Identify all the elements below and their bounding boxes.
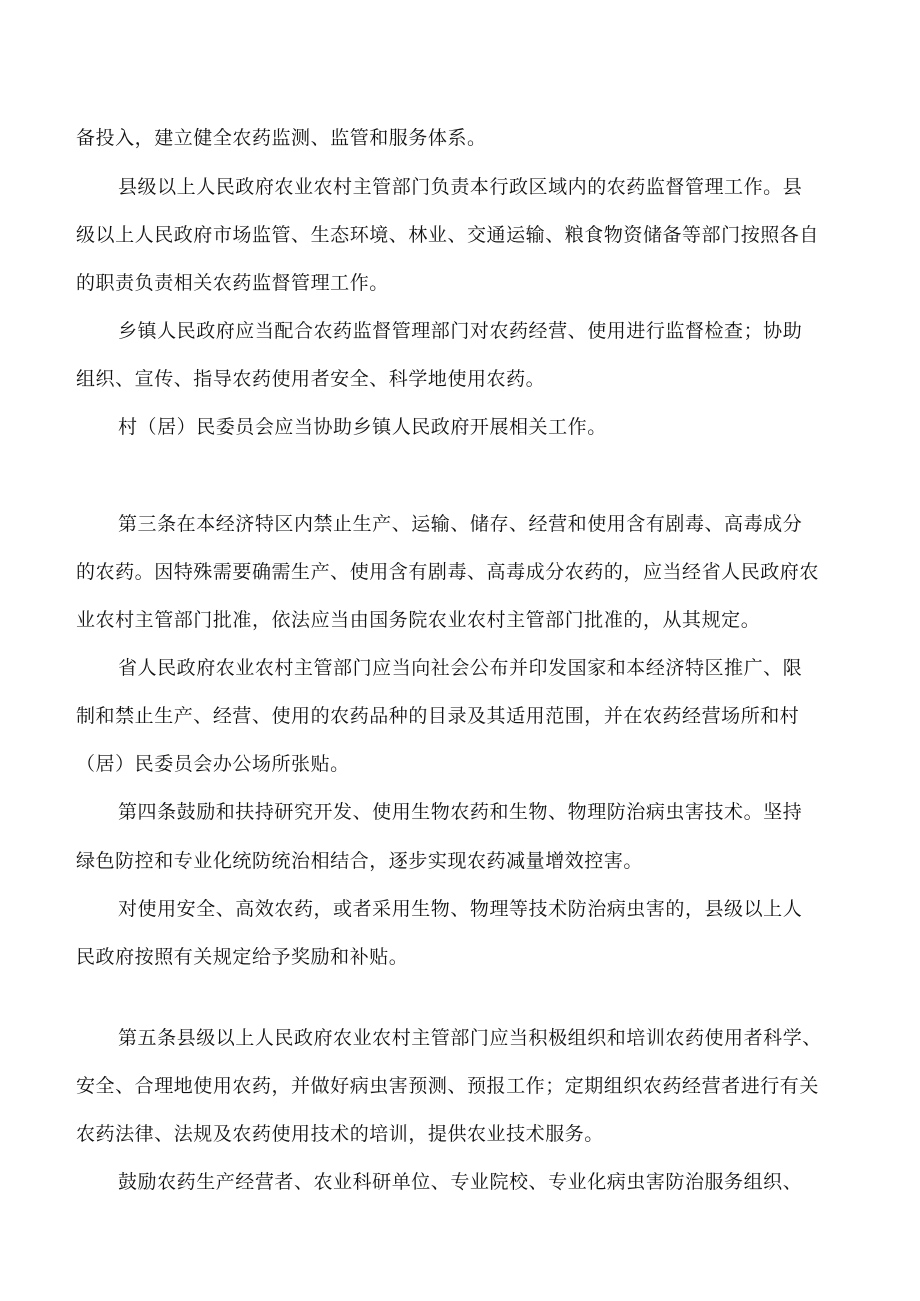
text-line: 乡镇人民政府应当配合农药监督管理部门对农药经营、使用进行监督检查；协助 [118,320,803,342]
text-line: 省人民政府农业农村主管部门应当向社会公布并印发国家和本经济特区推广、限 [118,657,803,679]
text-line: 村（居）民委员会应当协助乡镇人民政府开展相关工作。 [118,416,607,438]
text-line: 绿色防控和专业化统防统治相结合，逐步实现农药减量增效控害。 [76,850,643,872]
text-line: （居）民委员会办公场所张贴。 [76,753,350,775]
text-line: 制和禁止生产、经营、使用的农药品种的目录及其适用范围，并在农药经营场所和村 [76,705,800,727]
text-line: 备投入，建立健全农药监测、监管和服务体系。 [76,127,487,149]
text-line: 农药法律、法规及农药使用技术的培训，提供农业技术服务。 [76,1123,604,1145]
text-line: 安全、合理地使用农药，并做好病虫害预测、预报工作；定期组织农药经营者进行有关 [76,1075,819,1097]
text-line: 鼓励农药生产经营者、农业科研单位、专业院校、专业化病虫害防治服务组织、 [118,1171,803,1193]
text-line: 第三条在本经济特区内禁止生产、运输、储存、经营和使用含有剧毒、高毒成分 [118,513,803,535]
text-line: 第五条县级以上人民政府农业农村主管部门应当积极组织和培训农药使用者科学、 [118,1027,822,1049]
text-line: 的职责负责相关农药监督管理工作。 [76,272,389,294]
text-line: 民政府按照有关规定给予奖励和补贴。 [76,946,409,968]
text-line: 业农村主管部门批准，依法应当由国务院农业农村主管部门批准的，从其规定。 [76,609,761,631]
text-line: 级以上人民政府市场监管、生态环境、林业、交通运输、粮食物资储备等部门按照各自 [76,224,819,246]
text-line: 对使用安全、高效农药，或者采用生物、物理等技术防治病虫害的，县级以上人 [118,898,803,920]
text-line: 第四条鼓励和扶持研究开发、使用生物农药和生物、物理防治病虫害技术。坚持 [118,801,803,823]
text-line: 组织、宣传、指导农药使用者安全、科学地使用农药。 [76,368,546,390]
text-line: 县级以上人民政府农业农村主管部门负责本行政区域内的农药监督管理工作。县 [118,176,803,198]
text-line: 的农药。因特殊需要确需生产、使用含有剧毒、高毒成分农药的，应当经省人民政府农 [76,561,819,583]
